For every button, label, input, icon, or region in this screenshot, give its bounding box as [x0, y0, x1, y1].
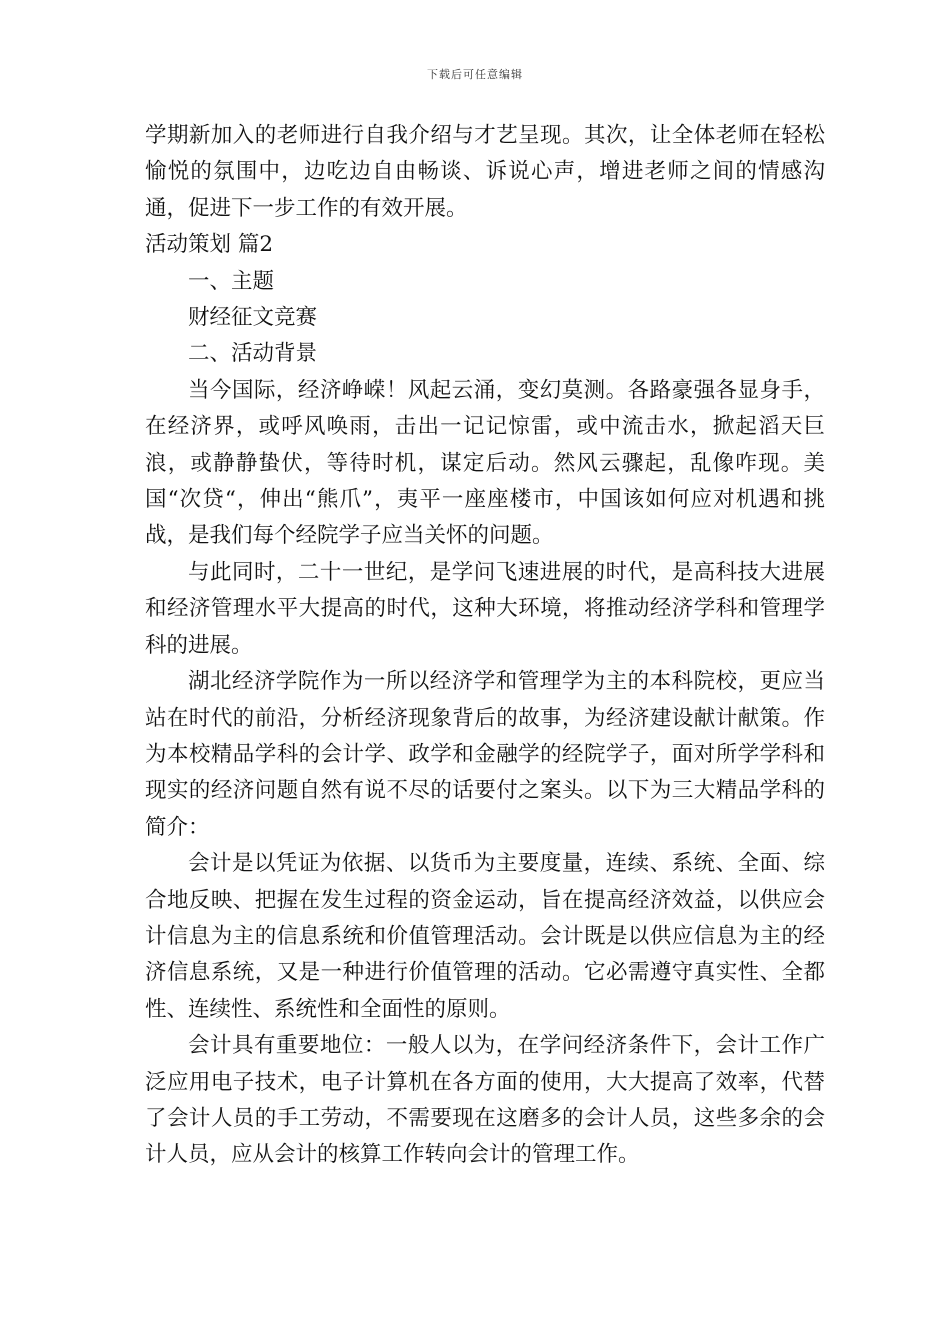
paragraph: 湖北经济学院作为一所以经济学和管理学为主的本科院校，更应当站在时代的前沿，分析经济现象背后的故事，为经济建设献计献策。作为本校精品学科的会计学、政学和金融学的经院学子，面对所学学科和现实的经济问题自然有说不尽的话要付之案头。以下为三大精品学科的简介：: [145, 669, 825, 840]
paragraph: 与此同时，二十一世纪，是学问飞速进展的时代，是高科技大进展和经济管理水平大提高的时代，这种大环境，将推动经济学科和管理学科的进展。: [145, 559, 825, 658]
subheading-background: 二、活动背景: [188, 341, 318, 367]
paragraph: 当今国际，经济峥嵘！风起云涌，变幻莫测。各路豪强各显身手，在经济界，或呼风唤雨，击出一记记惊雷，或中流击水，掀起滔天巨浪，或静静蛰伏，等待时机，谋定后动。然风云骤起，乱像咋现。美国“次贷“，伸出“熊爪”，夷平一座座楼市，中国该如何应对机遇和挑战，是我们每个经院学子应当关怀的问题。: [145, 377, 825, 549]
paragraph-theme-value: 财经征文竞赛: [188, 305, 318, 331]
paragraph: 会计是以凭证为依据、以货币为主要度量，连续、系统、全面、综合地反映、把握在发生过程的资金运动，旨在提高经济效益，以供应会计信息为主的信息系统和价值管理活动。会计既是以供应信息为主的经济信息系统，又是一种进行价值管理的活动。它必需遵守真实性、全都性、连续性、系统性和全面性的原则。: [145, 851, 825, 1022]
page-header: 下载后可任意编辑: [427, 68, 523, 81]
paragraph: 会计具有重要地位：一般人以为，在学问经济条件下，会计工作广泛应用电子技术，电子计算机在各方面的使用，大大提高了效率，代替了会计人员的手工劳动，不需要现在这磨多的会计人员，这些多余的会计人员，应从会计的核算工作转向会计的管理工作。: [145, 1033, 825, 1168]
document-body: [145, 118, 825, 1174]
paragraph-continued: 学期新加入的老师进行自我介绍与才艺呈现。其次，让全体老师在轻松愉悦的氛围中，边吃边自由畅谈、诉说心声，增进老师之间的情感沟通，促进下一步工作的有效开展。: [145, 123, 825, 221]
subheading-theme: 一、主题: [188, 268, 275, 294]
section-heading: 活动策划 篇2: [145, 232, 274, 258]
